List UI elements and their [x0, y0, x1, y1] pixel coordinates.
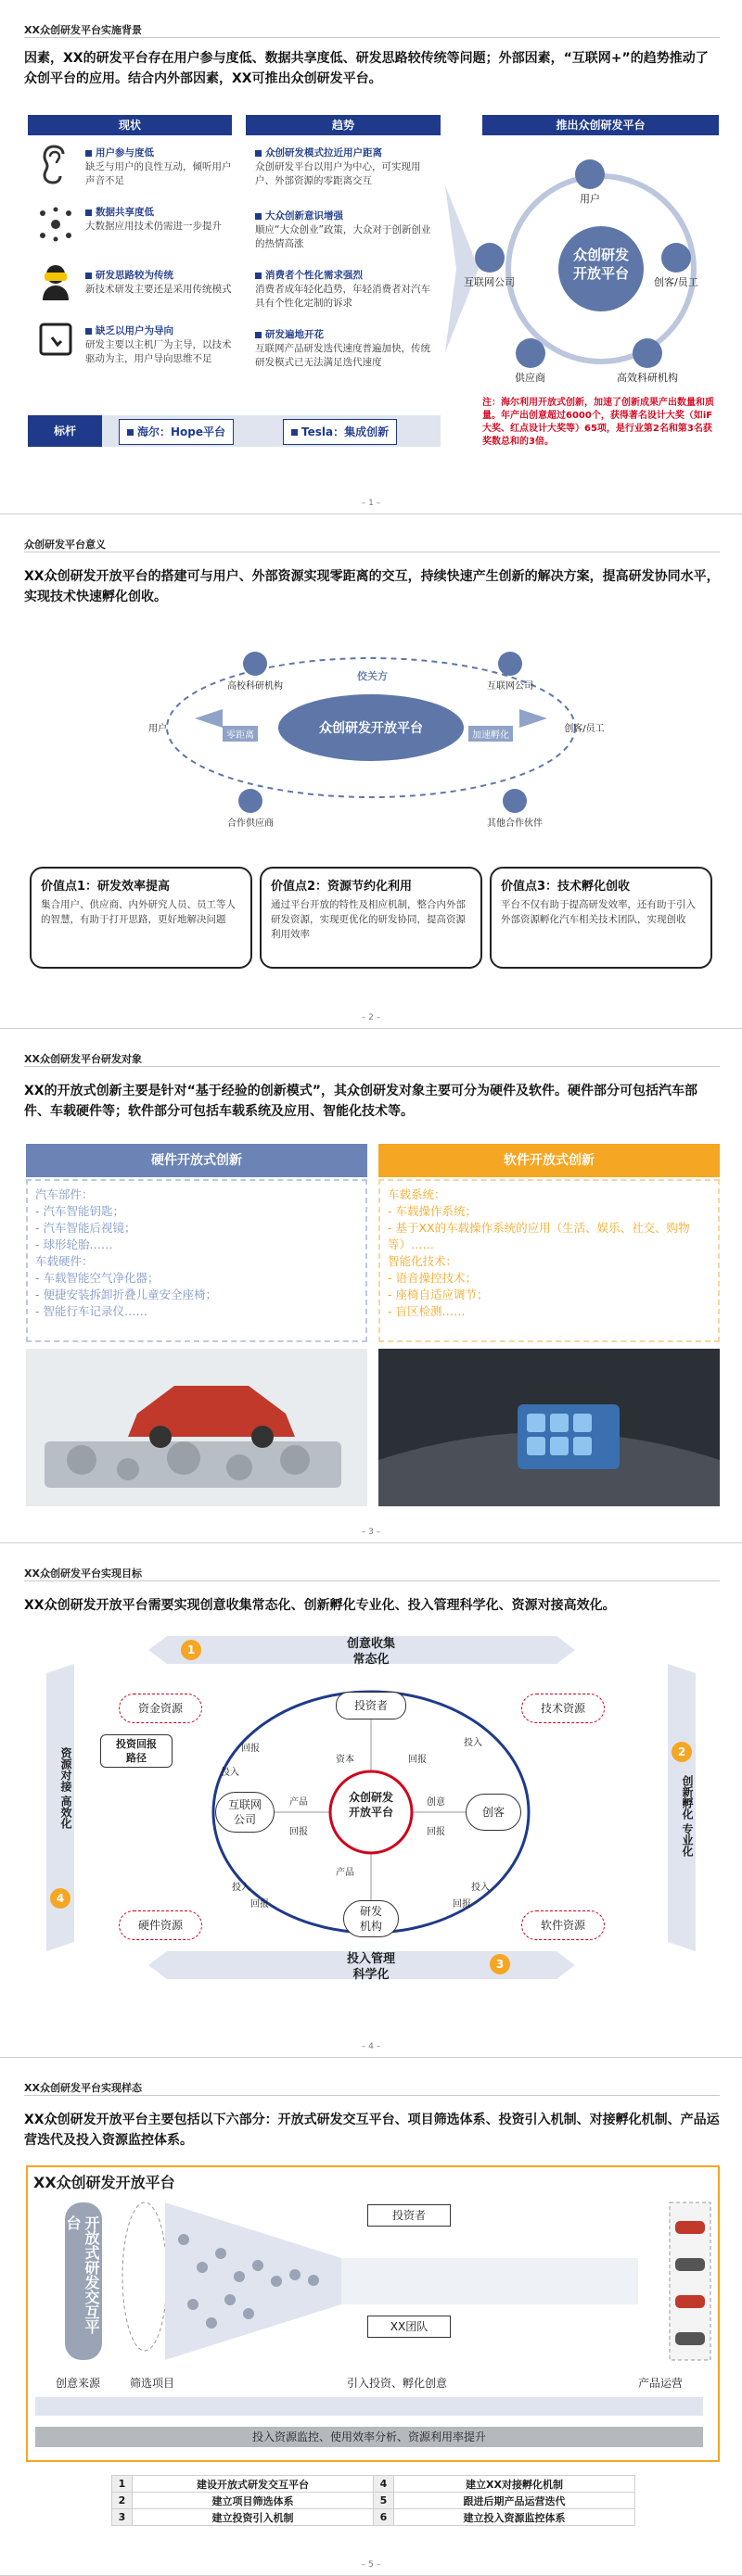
arc-right-label: 加速孵化: [468, 726, 513, 742]
node-label: 互联网公司: [487, 681, 533, 692]
hub-node-label: 高效科研机构: [617, 372, 678, 384]
vr-headset-icon: [32, 258, 80, 306]
flow-label: 回报: [289, 1827, 308, 1837]
step-number: 4: [374, 2476, 394, 2493]
person-icon: [575, 159, 605, 189]
node-supplier: [223, 789, 278, 829]
value-card-desc: 通过平台开放的特性及相应机制，整合内外部研发资源，实现更优化的研发协同，提高资源利用效率: [271, 899, 466, 940]
person-icon: [633, 338, 662, 368]
tablet-hand-icon: [32, 317, 80, 365]
now-item-title: 用户参与度低: [96, 147, 154, 159]
flow-label: 投入: [221, 1768, 239, 1778]
title-divider: [24, 37, 720, 38]
table-row: [112, 2493, 635, 2509]
list-item: - 便捷安装拆卸折叠儿童安全座椅；: [35, 1288, 217, 1301]
goal-number: 1: [181, 1640, 201, 1660]
node-partner: [482, 789, 547, 829]
value-card-desc: 平台不仅有助于提高研发效率，还有助于引入外部资源孵化汽车相关技术团队，实现创收: [501, 899, 696, 925]
now-item-desc: 大数据应用技术仍需进一步提升: [85, 221, 222, 232]
now-item-1: [85, 146, 234, 188]
goal-number: 3: [490, 1954, 510, 1974]
value-card-1: [30, 867, 252, 969]
now-item-desc: 缺乏与用户的良性互动，倾听用户声音不足: [85, 161, 232, 186]
value-card-desc: 集合用户、供应商、内外研究人员、员工等人的智慧，有助于打开思路，更好地解决问题: [41, 899, 236, 925]
node-research: 研发 机构: [343, 1900, 399, 1937]
now-item-title: 数据共享度低: [96, 207, 154, 218]
hub-node-supplier: [515, 338, 545, 385]
hub-node-research: [617, 338, 678, 385]
step-number: 5: [374, 2493, 394, 2509]
value-card-title: 价值点2：资源节约化利用: [271, 880, 413, 894]
flow-label: 投入: [232, 1883, 250, 1893]
now-item-4: [85, 324, 234, 366]
list-item: - 座椅自适应调节；: [388, 1288, 489, 1301]
list-item: - 车载智能空气净化器；: [35, 1271, 160, 1285]
now-item-3: [85, 269, 234, 297]
flow-label: 创意: [427, 1797, 445, 1808]
benchmark-tesla: [283, 419, 397, 445]
value-card-3: [490, 867, 712, 969]
hub-node-user: [575, 159, 605, 206]
list-item: - 汽车智能钥匙；: [35, 1204, 124, 1218]
person-icon: [516, 338, 545, 368]
center-platform-label: 众创研发开放平台: [319, 721, 423, 736]
person-icon: [243, 652, 267, 676]
step-label: 建立投资引入机制: [133, 2509, 374, 2526]
flow-label: 投入: [471, 1883, 490, 1893]
trend-item-desc: 互联网产品研发迭代速度普遍加快，传统研发模式已无法满足迭代速度: [255, 343, 430, 368]
slide-title: XX众创研发平台实现目标: [24, 1567, 142, 1580]
benchmark-tesla-label: Tesla：集成创新: [301, 425, 390, 438]
node-investor: 投资者: [336, 1692, 406, 1719]
hub-node-label: 供应商: [515, 372, 545, 384]
list-item: - 基于XX的车载操作系统的应用（生活、娱乐、社交、购物等）……: [388, 1221, 690, 1251]
hub-node-label: 创客/员工: [654, 276, 698, 288]
trend-item-desc: 顺应“大众创业”政策，大众对于创新创业的热情高涨: [255, 224, 431, 249]
team-box: XX团队: [367, 2316, 451, 2338]
car-dashboard-photo: [378, 1349, 720, 1506]
trend-item-desc: 消费者成年轻化趋势，年轻消费者对汽车具有个性化定制的诉求: [255, 284, 430, 309]
network-nodes-icon: [32, 200, 80, 248]
trend-item-title: 众创研发模式拉近用户距离: [265, 147, 382, 159]
page-number: – 1 –: [361, 499, 381, 508]
flow-label: 回报: [408, 1755, 427, 1765]
platform-box-label: 开放式研发交互平台: [64, 2215, 100, 2334]
now-item-title: 研发思路较为传统: [96, 270, 173, 281]
now-item-desc: 新技术研发主要还是采用传统模式: [85, 284, 232, 295]
list-item: - 车载操作系统；: [388, 1204, 477, 1218]
globe-icon: [475, 243, 505, 273]
person-icon: [503, 789, 527, 813]
stage-label: 创意来源: [56, 2377, 101, 2390]
list-item: 汽车部件：: [35, 1187, 94, 1201]
hub-node-maker: [654, 243, 698, 289]
trend-item-title: 消费者个性化需求强烈: [265, 270, 363, 281]
column-header-now: 现状: [28, 115, 232, 135]
column-header-launch: 推出众创研发平台: [482, 115, 719, 135]
now-item-title: 缺乏以用户为导向: [96, 325, 173, 336]
benchmark-haier: [119, 419, 234, 445]
goal-label-4: 资源对接 高效化: [59, 1747, 72, 1830]
value-card-title: 价值点1：研发效率提高: [41, 880, 171, 894]
cloud-hardware: 硬件资源: [119, 1910, 202, 1940]
trend-item-1: [255, 146, 436, 188]
slide-title: XX众创研发平台实施背景: [24, 24, 142, 36]
goal-label-1: 创意收集 常态化: [346, 1637, 395, 1667]
trend-item-2: [255, 209, 436, 251]
flow-label: 回报: [453, 1899, 471, 1910]
flow-label: 回报: [427, 1827, 445, 1837]
callout-return-path: 投资回报 路径: [100, 1734, 173, 1768]
investor-box: 投资者: [367, 2204, 451, 2227]
trend-item-title: 大众创新意识增强: [265, 210, 343, 222]
hub-node-internet: [464, 243, 515, 289]
value-card-2: [260, 867, 482, 969]
hardware-panel-header: 硬件开放式创新: [26, 1144, 367, 1177]
arc-top-label: 佼关方: [357, 670, 388, 682]
arc-left-label: 零距离: [223, 726, 258, 742]
goal-label-2: 创新孵化 专业化: [681, 1775, 694, 1858]
step-number: 1: [112, 2476, 133, 2493]
goal-badge-4: [50, 1888, 70, 1909]
stage-label: 筛选项目: [130, 2377, 175, 2390]
car-parts-photo: [26, 1349, 367, 1506]
node-label: 创客/员工: [564, 724, 605, 734]
table-row: [112, 2476, 635, 2493]
cloud-tech: 技术资源: [521, 1694, 605, 1723]
goal-badge-2: [672, 1742, 692, 1762]
goal-badge-1: [181, 1640, 201, 1660]
step-label: 建立XX对接孵化机制: [394, 2476, 635, 2493]
node-label: 高校科研机构: [227, 681, 283, 692]
title-divider: [24, 1066, 720, 1067]
list-item: 车载硬件：: [35, 1254, 94, 1268]
lead-text: XX的开放式创新主要是针对“基于经验的创新模式”，其众创研发对象主要可分为硬件及软件。硬件部分可包括汽车部件、车载硬件等；软件部分可包括车载系统及应用、智能化技术等。: [24, 1084, 697, 1119]
step-number: 6: [374, 2509, 394, 2526]
node-university: [227, 652, 283, 692]
goal-badge-3: [490, 1954, 510, 1974]
cloud-capital: 资金资源: [119, 1694, 202, 1723]
table-row: [112, 2509, 635, 2526]
page-number: – 5 –: [361, 2560, 381, 2570]
list-item: - 汽车智能后视镜；: [35, 1221, 136, 1235]
node-user: [130, 720, 186, 734]
node-maker: [556, 720, 612, 734]
lead-text: XX众创研发开放平台需要实现创意收集常态化、创新孵化专业化、投入管理科学化、资源对接高效化。: [24, 1598, 616, 1613]
list-item: - 盲区检测……: [388, 1304, 466, 1318]
benchmark-haier-label: 海尔：Hope平台: [137, 425, 226, 438]
now-item-2: [85, 206, 234, 234]
ear-icon: [32, 141, 80, 189]
hardware-panel-list: [26, 1179, 367, 1342]
person-icon: [238, 789, 262, 813]
now-item-desc: 研发主要以主机厂为主导，以技术驱动为主，用户导向思维不足: [85, 339, 232, 364]
monitor-bar-label: 投入资源监控、使用效率分析、资源利用率提升: [251, 2430, 486, 2443]
list-item: - 语音操控技术；: [388, 1271, 477, 1285]
cloud-software: 软件资源: [521, 1910, 605, 1940]
hub-node-label: 互联网公司: [464, 276, 515, 288]
flow-label: 投入: [464, 1738, 482, 1748]
page-number: – 2 –: [361, 1013, 381, 1022]
slide-background: [0, 2058, 742, 2576]
title-divider: [24, 2095, 720, 2096]
slide-background: [0, 1543, 742, 2058]
goal-number: 2: [672, 1742, 692, 1762]
node-internet: [482, 652, 538, 692]
list-item: - 球形轮胎……: [35, 1237, 113, 1251]
slide-background: [0, 1029, 742, 1543]
list-item: - 智能行车记录仪……: [35, 1304, 147, 1318]
node-internet: 互联网 公司: [215, 1792, 275, 1833]
globe-icon: [498, 652, 522, 676]
list-item: 智能化技术：: [388, 1254, 458, 1268]
step-label: 建立投入资源监控体系: [394, 2509, 635, 2526]
list-item: 车载系统：: [388, 1187, 446, 1201]
steps-table: [111, 2475, 635, 2526]
flow-label: 产品: [336, 1868, 354, 1878]
step-label: 建设开放式研发交互平台: [133, 2476, 374, 2493]
trend-item-3: [255, 269, 436, 311]
flow-label: 回报: [241, 1744, 260, 1754]
note-text: 注：海尔利用开放式创新，加速了创新成果产出数量和质量。年产出创意超过6000个，获得著名设计大奖（如iF大奖、红点设计大奖等）65项，是行业第2名和第3名获奖数总和的3倍。: [482, 398, 714, 447]
software-panel-list: [378, 1179, 720, 1342]
stage-label: 引入投资、孵化创意: [347, 2377, 448, 2390]
page-number: – 4 –: [361, 2042, 381, 2051]
slide-background: [0, 0, 742, 514]
benchmark-label: 标杆: [28, 415, 102, 447]
flow-label: 产品: [289, 1797, 308, 1808]
node-label: 用户: [148, 724, 167, 734]
trend-item-desc: 众创研发平台以用户为中心，可实现用户、外部资源的零距离交互: [255, 161, 421, 186]
lead-text: XX众创研发开放平台主要包括以下六部分：开放式研发交互平台、项目筛选体系、投资引入机制、对接孵化机制、产品运营迭代及投入资源监控体系。: [24, 2113, 720, 2148]
slide-title: XX众创研发平台实现样态: [24, 2082, 142, 2094]
value-card-title: 价值点3：技术孵化创收: [501, 880, 631, 894]
slide-title: XX众创研发平台研发对象: [24, 1053, 142, 1065]
flow-label: 回报: [250, 1899, 269, 1910]
step-label: 跟进后期产品运营迭代: [394, 2493, 635, 2509]
goal-number: 4: [50, 1888, 70, 1909]
platform-frame-title: XX众创研发开放平台: [33, 2174, 175, 2191]
node-maker: 创客: [466, 1794, 521, 1831]
flow-label: 资本: [336, 1755, 354, 1765]
goal-label-3: 投入管理 科学化: [346, 1952, 395, 1982]
slide-title: 众创研发平台意义: [24, 539, 106, 551]
node-label: 合作供应商: [227, 818, 274, 829]
step-number: 3: [112, 2509, 133, 2526]
step-label: 建立项目筛选体系: [133, 2493, 374, 2509]
lead-text: XX众创研发开放平台的搭建可与用户、外部资源实现零距离的交互，持续快速产生创新的解决方案，提高研发协同水平，实现技术快速孵化创收。: [24, 569, 720, 604]
center-platform-label: 众创研发 开放平台: [348, 1791, 393, 1819]
trend-item-title: 研发遍地开花: [265, 329, 324, 340]
node-label: 其他合作伙伴: [487, 818, 543, 829]
slide-background: [0, 514, 742, 1029]
page-number: – 3 –: [361, 1528, 381, 1537]
step-number: 2: [112, 2493, 133, 2509]
column-header-trend: 趋势: [246, 115, 441, 135]
trend-item-4: [255, 328, 436, 370]
hub-node-label: 用户: [580, 193, 600, 205]
person-icon: [661, 243, 691, 273]
software-panel-header: 软件开放式创新: [378, 1144, 720, 1177]
hub-center-label: 众创研发 开放平台: [572, 247, 629, 282]
stage-label: 产品运营: [638, 2377, 684, 2390]
lead-text: 因素，XX的研发平台存在用户参与度低、数据共享度低、研发思路较传统等问题；外部因素，“互联网+”的趋势推动了众创平台的应用。结合内外部因素，XX可推出众创研发平台。: [24, 51, 709, 86]
